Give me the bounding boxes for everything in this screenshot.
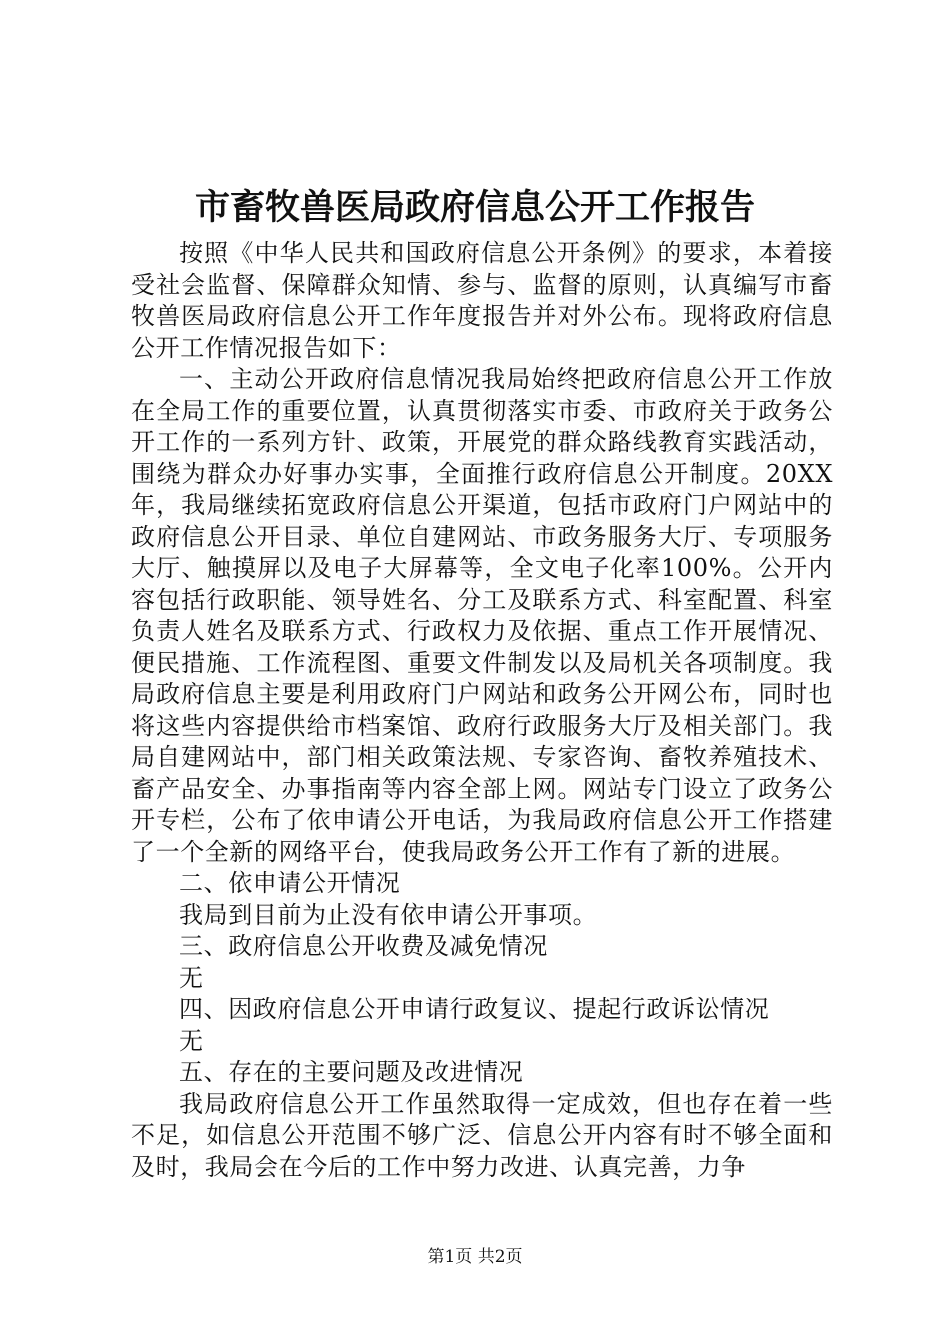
paragraph-section-2: 我局到目前为止没有依申请公开事项。 xyxy=(179,900,598,929)
heading-section-2: 二、依申请公开情况 xyxy=(179,869,401,897)
document-body xyxy=(131,238,833,1183)
paragraph-section-5: 我局政府信息公开工作虽然取得一定成效，但也存在着一些不足，如信息公开范围不够广泛、信息公开内容有时不够全面和及时，我局会在今后的工作中努力改进、认真完善，力争 xyxy=(131,1089,833,1181)
heading-section-4: 四、因政府信息公开申请行政复议、提起行政诉讼情况 xyxy=(179,995,770,1023)
paragraph-section-1: 一、主动公开政府信息情况我局始终把政府信息公开工作放在全局工作的重要位置，认真贯彻落实市委、市政府关于政务公开工作的一系列方针、政策，开展党的群众路线教育实践活动，围绕为群众办好事办实事，全面推行政府信息公开制度。20XX年，我局继续拓宽政府信息公开渠道，包括市政府门户网站中的政府信息公开目录、单位自建网站、市政务服务大厅、专项服务大厅、触摸屏以及电子大屏幕等，全文电子化率100%。公开内容包括行政职能、领导姓名、分工及联系方式、科室配置、科室负责人姓名及联系方式、行政权力及依据、重点工作开展情况、便民措施、工作流程图、重要文件制发以及局机关各项制度。我局政府信息主要是利用政府门户网站和政务公开网公布，同时也将这些内容提供给市档案馆、政府行政服务大厅及相关部门。我局自建网站中，部门相关政策法规、专家咨询、畜牧养殖技术、畜产品安全、办事指南等内容全部上网。网站专门设立了政务公开专栏，公布了依申请公开电话，为我局政府信息公开工作搭建了一个全新的网络平台，使我局政务公开工作有了新的进展。 xyxy=(131,365,833,866)
paragraph-section-4: 无 xyxy=(179,1026,204,1055)
paragraph-section-3: 无 xyxy=(179,963,204,992)
paragraph-intro: 按照《中华人民共和国政府信息公开条例》的要求，本着接受社会监督、保障群众知情、参与、监督的原则，认真编写市畜牧兽医局政府信息公开工作年度报告并对外公布。现将政府信息公开工作情况报告如下： xyxy=(131,239,833,362)
heading-section-5: 五、存在的主要问题及改进情况 xyxy=(179,1058,524,1086)
page-footer: 第1页 共2页 xyxy=(427,1247,523,1267)
document-title: 市畜牧兽医局政府信息公开工作报告 xyxy=(194,187,755,228)
heading-section-3: 三、政府信息公开收费及减免情况 xyxy=(179,932,548,960)
